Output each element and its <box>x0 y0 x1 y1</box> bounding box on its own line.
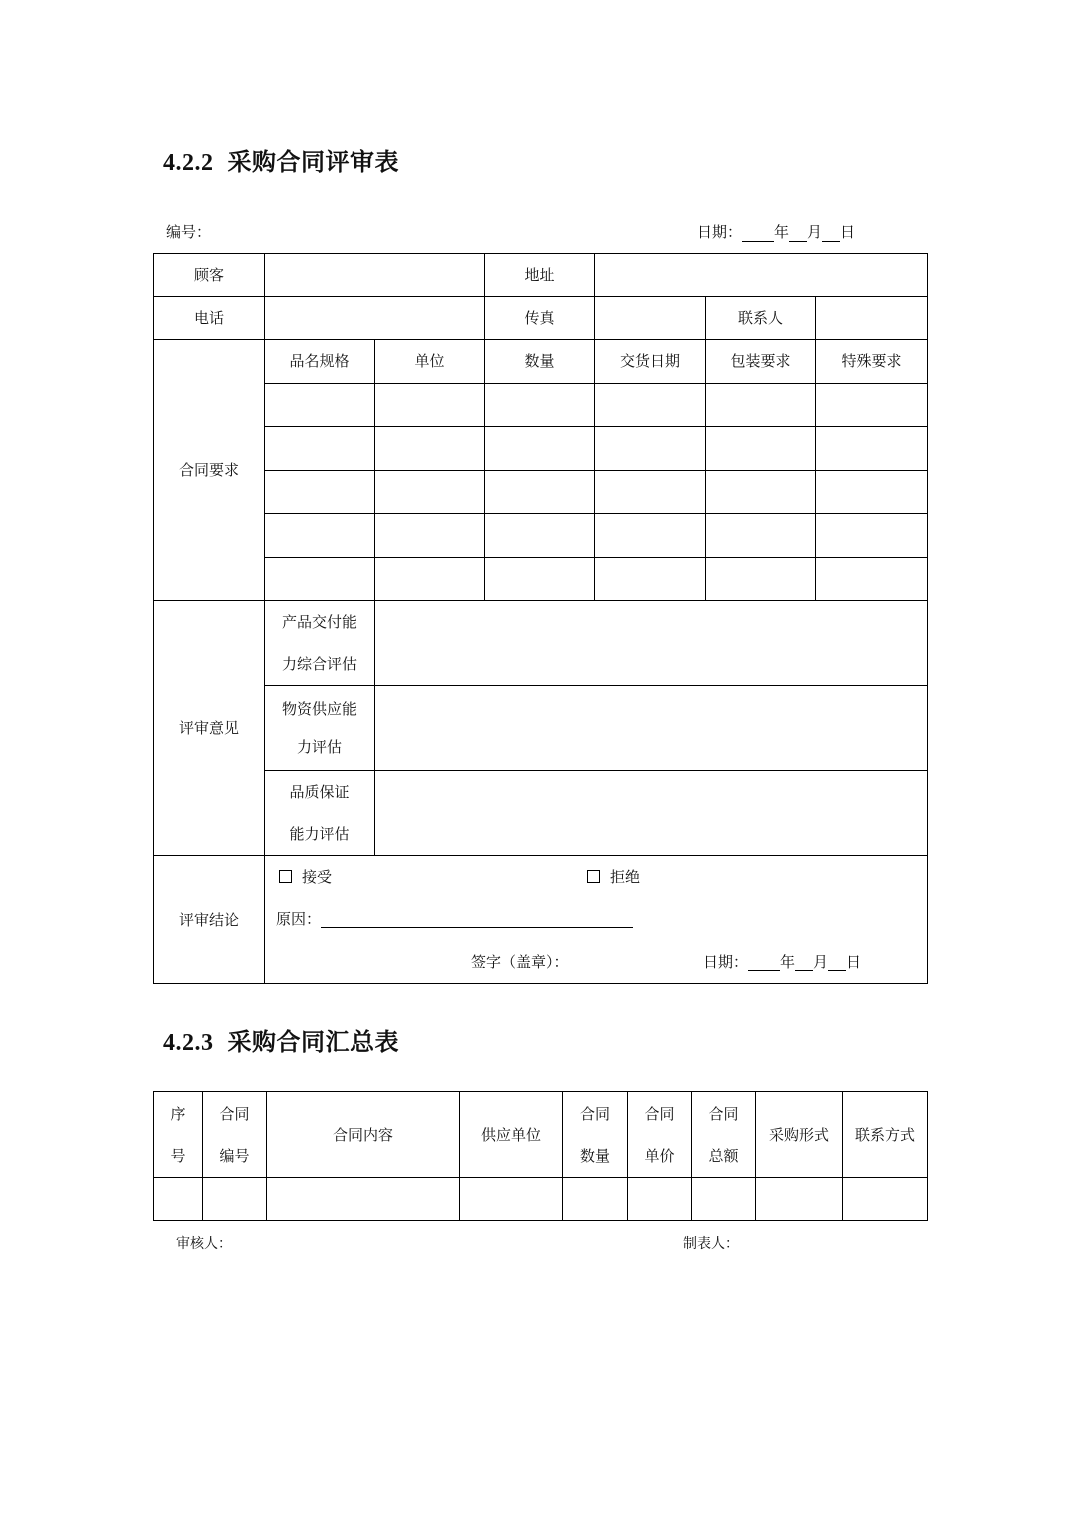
contract-summary-table <box>153 1091 928 1221</box>
cell[interactable] <box>375 514 485 558</box>
section-title: 采购合同汇总表 <box>227 1027 399 1056</box>
header-contact-method: 联系方式 <box>843 1092 928 1178</box>
day-blank[interactable] <box>822 241 840 242</box>
header-line: 序 <box>170 1104 186 1123</box>
cell[interactable] <box>265 557 375 601</box>
reject-label: 拒绝 <box>610 868 641 886</box>
month-blank[interactable] <box>789 241 807 242</box>
customer-field[interactable] <box>265 254 485 297</box>
cell[interactable] <box>265 470 375 514</box>
cell[interactable] <box>267 1178 460 1221</box>
phone-label: 电话 <box>154 297 265 340</box>
cell[interactable] <box>485 470 595 514</box>
reason-label: 原因： <box>276 910 322 928</box>
accept-checkbox[interactable] <box>279 870 292 883</box>
header-unit-price <box>628 1092 692 1178</box>
contract-review-table <box>153 253 928 984</box>
cell[interactable] <box>692 1178 756 1221</box>
cell[interactable] <box>816 514 928 558</box>
day-label: 日 <box>846 953 862 971</box>
col-quantity: 数量 <box>485 340 595 384</box>
table-row <box>154 557 928 601</box>
review-item-line: 能力评估 <box>289 825 350 843</box>
cell[interactable] <box>485 427 595 471</box>
cell[interactable] <box>706 514 816 558</box>
month-blank[interactable] <box>795 970 813 971</box>
review-item-supply <box>265 686 375 771</box>
review-item-line: 力评估 <box>296 738 342 756</box>
cell[interactable] <box>563 1178 628 1221</box>
cell[interactable] <box>816 383 928 427</box>
cell[interactable] <box>628 1178 692 1221</box>
cell[interactable] <box>460 1178 563 1221</box>
serial-number-label: 编号： <box>166 223 212 241</box>
review-item-line: 产品交付能 <box>281 613 357 631</box>
cell[interactable] <box>706 557 816 601</box>
year-blank[interactable] <box>742 241 774 242</box>
cell[interactable] <box>816 427 928 471</box>
cell[interactable] <box>203 1178 267 1221</box>
cell[interactable] <box>485 383 595 427</box>
address-label: 地址 <box>485 254 595 297</box>
cell[interactable] <box>485 557 595 601</box>
cell[interactable] <box>265 427 375 471</box>
conclusion-date <box>703 953 861 971</box>
cell[interactable] <box>485 514 595 558</box>
review-item-line: 品质保证 <box>289 783 350 801</box>
header-contract-content: 合同内容 <box>267 1092 460 1178</box>
cell[interactable] <box>375 557 485 601</box>
cell[interactable] <box>265 514 375 558</box>
header-serial <box>154 1092 203 1178</box>
review-supply-field[interactable] <box>375 686 928 771</box>
date-label: 日期： <box>697 223 743 241</box>
fax-field[interactable] <box>595 297 706 340</box>
review-conclusion-label: 评审结论 <box>154 856 265 984</box>
accept-option[interactable] <box>279 868 332 886</box>
review-item-delivery <box>265 601 375 686</box>
reject-checkbox[interactable] <box>587 870 600 883</box>
header-total <box>692 1092 756 1178</box>
cell[interactable] <box>595 427 706 471</box>
phone-field[interactable] <box>265 297 485 340</box>
month-label: 月 <box>813 953 829 971</box>
header-line: 单价 <box>644 1146 675 1165</box>
year-label: 年 <box>780 953 796 971</box>
cell[interactable] <box>154 1178 203 1221</box>
header-line: 编号 <box>219 1146 250 1165</box>
header-line: 合同 <box>708 1104 739 1123</box>
contact-label: 联系人 <box>706 297 816 340</box>
address-field[interactable] <box>595 254 928 297</box>
reject-option[interactable] <box>587 868 640 886</box>
header-procurement-form: 采购形式 <box>756 1092 843 1178</box>
review-delivery-field[interactable] <box>375 601 928 686</box>
review-quality-field[interactable] <box>375 771 928 856</box>
cell[interactable] <box>595 514 706 558</box>
reason-row <box>276 910 633 928</box>
col-delivery-date: 交货日期 <box>595 340 706 384</box>
cell[interactable] <box>816 557 928 601</box>
header-line: 数量 <box>579 1146 610 1165</box>
section-number: 4.2.3 <box>163 1030 214 1056</box>
review-item-line: 物资供应能 <box>281 700 357 718</box>
section-number: 4.2.2 <box>163 150 214 176</box>
header-date <box>697 221 855 242</box>
review-item-line: 力综合评估 <box>281 655 357 673</box>
reviewer-label: 审核人： <box>176 1236 232 1252</box>
day-label: 日 <box>840 223 856 241</box>
header-line: 合同 <box>219 1104 250 1123</box>
fax-label: 传真 <box>485 297 595 340</box>
cell[interactable] <box>706 383 816 427</box>
header-contract-no <box>203 1092 267 1178</box>
cell[interactable] <box>843 1178 928 1221</box>
reason-blank[interactable] <box>321 911 633 928</box>
cell[interactable] <box>706 427 816 471</box>
cell[interactable] <box>595 470 706 514</box>
section-heading-contract-summary <box>163 1022 399 1057</box>
day-blank[interactable] <box>828 970 846 971</box>
customer-label: 顾客 <box>154 254 265 297</box>
header-quantity <box>563 1092 628 1178</box>
col-packaging: 包装要求 <box>706 340 816 384</box>
review-opinion-label: 评审意见 <box>154 601 265 856</box>
date-label: 日期： <box>703 953 749 971</box>
col-unit: 单位 <box>375 340 485 384</box>
col-special: 特殊要求 <box>816 340 928 384</box>
cell[interactable] <box>265 383 375 427</box>
cell[interactable] <box>595 383 706 427</box>
cell[interactable] <box>595 557 706 601</box>
header-line: 总额 <box>708 1146 739 1165</box>
year-label: 年 <box>774 223 790 241</box>
review-conclusion-area <box>265 856 928 984</box>
table-row <box>154 383 928 427</box>
cell[interactable] <box>756 1178 843 1221</box>
header-line: 合同 <box>644 1104 675 1123</box>
table-row <box>154 1178 928 1221</box>
contract-requirements-label: 合同要求 <box>154 340 265 601</box>
year-blank[interactable] <box>748 970 780 971</box>
cell[interactable] <box>375 470 485 514</box>
maker-label: 制表人： <box>683 1236 739 1252</box>
table-row <box>154 514 928 558</box>
table-row <box>154 427 928 471</box>
contact-field[interactable] <box>816 297 928 340</box>
cell[interactable] <box>375 383 485 427</box>
header-supplier: 供应单位 <box>460 1092 563 1178</box>
header-line: 合同 <box>579 1104 610 1123</box>
section-title: 采购合同评审表 <box>227 147 399 176</box>
cell[interactable] <box>375 427 485 471</box>
table-row <box>154 470 928 514</box>
signature-label: 签字（盖章）： <box>471 953 569 971</box>
cell[interactable] <box>816 470 928 514</box>
month-label: 月 <box>807 223 823 241</box>
review-item-quality <box>265 771 375 856</box>
accept-label: 接受 <box>302 868 333 886</box>
section-heading-contract-review <box>163 142 399 177</box>
col-spec: 品名规格 <box>265 340 375 384</box>
cell[interactable] <box>706 470 816 514</box>
header-line: 号 <box>170 1146 186 1165</box>
